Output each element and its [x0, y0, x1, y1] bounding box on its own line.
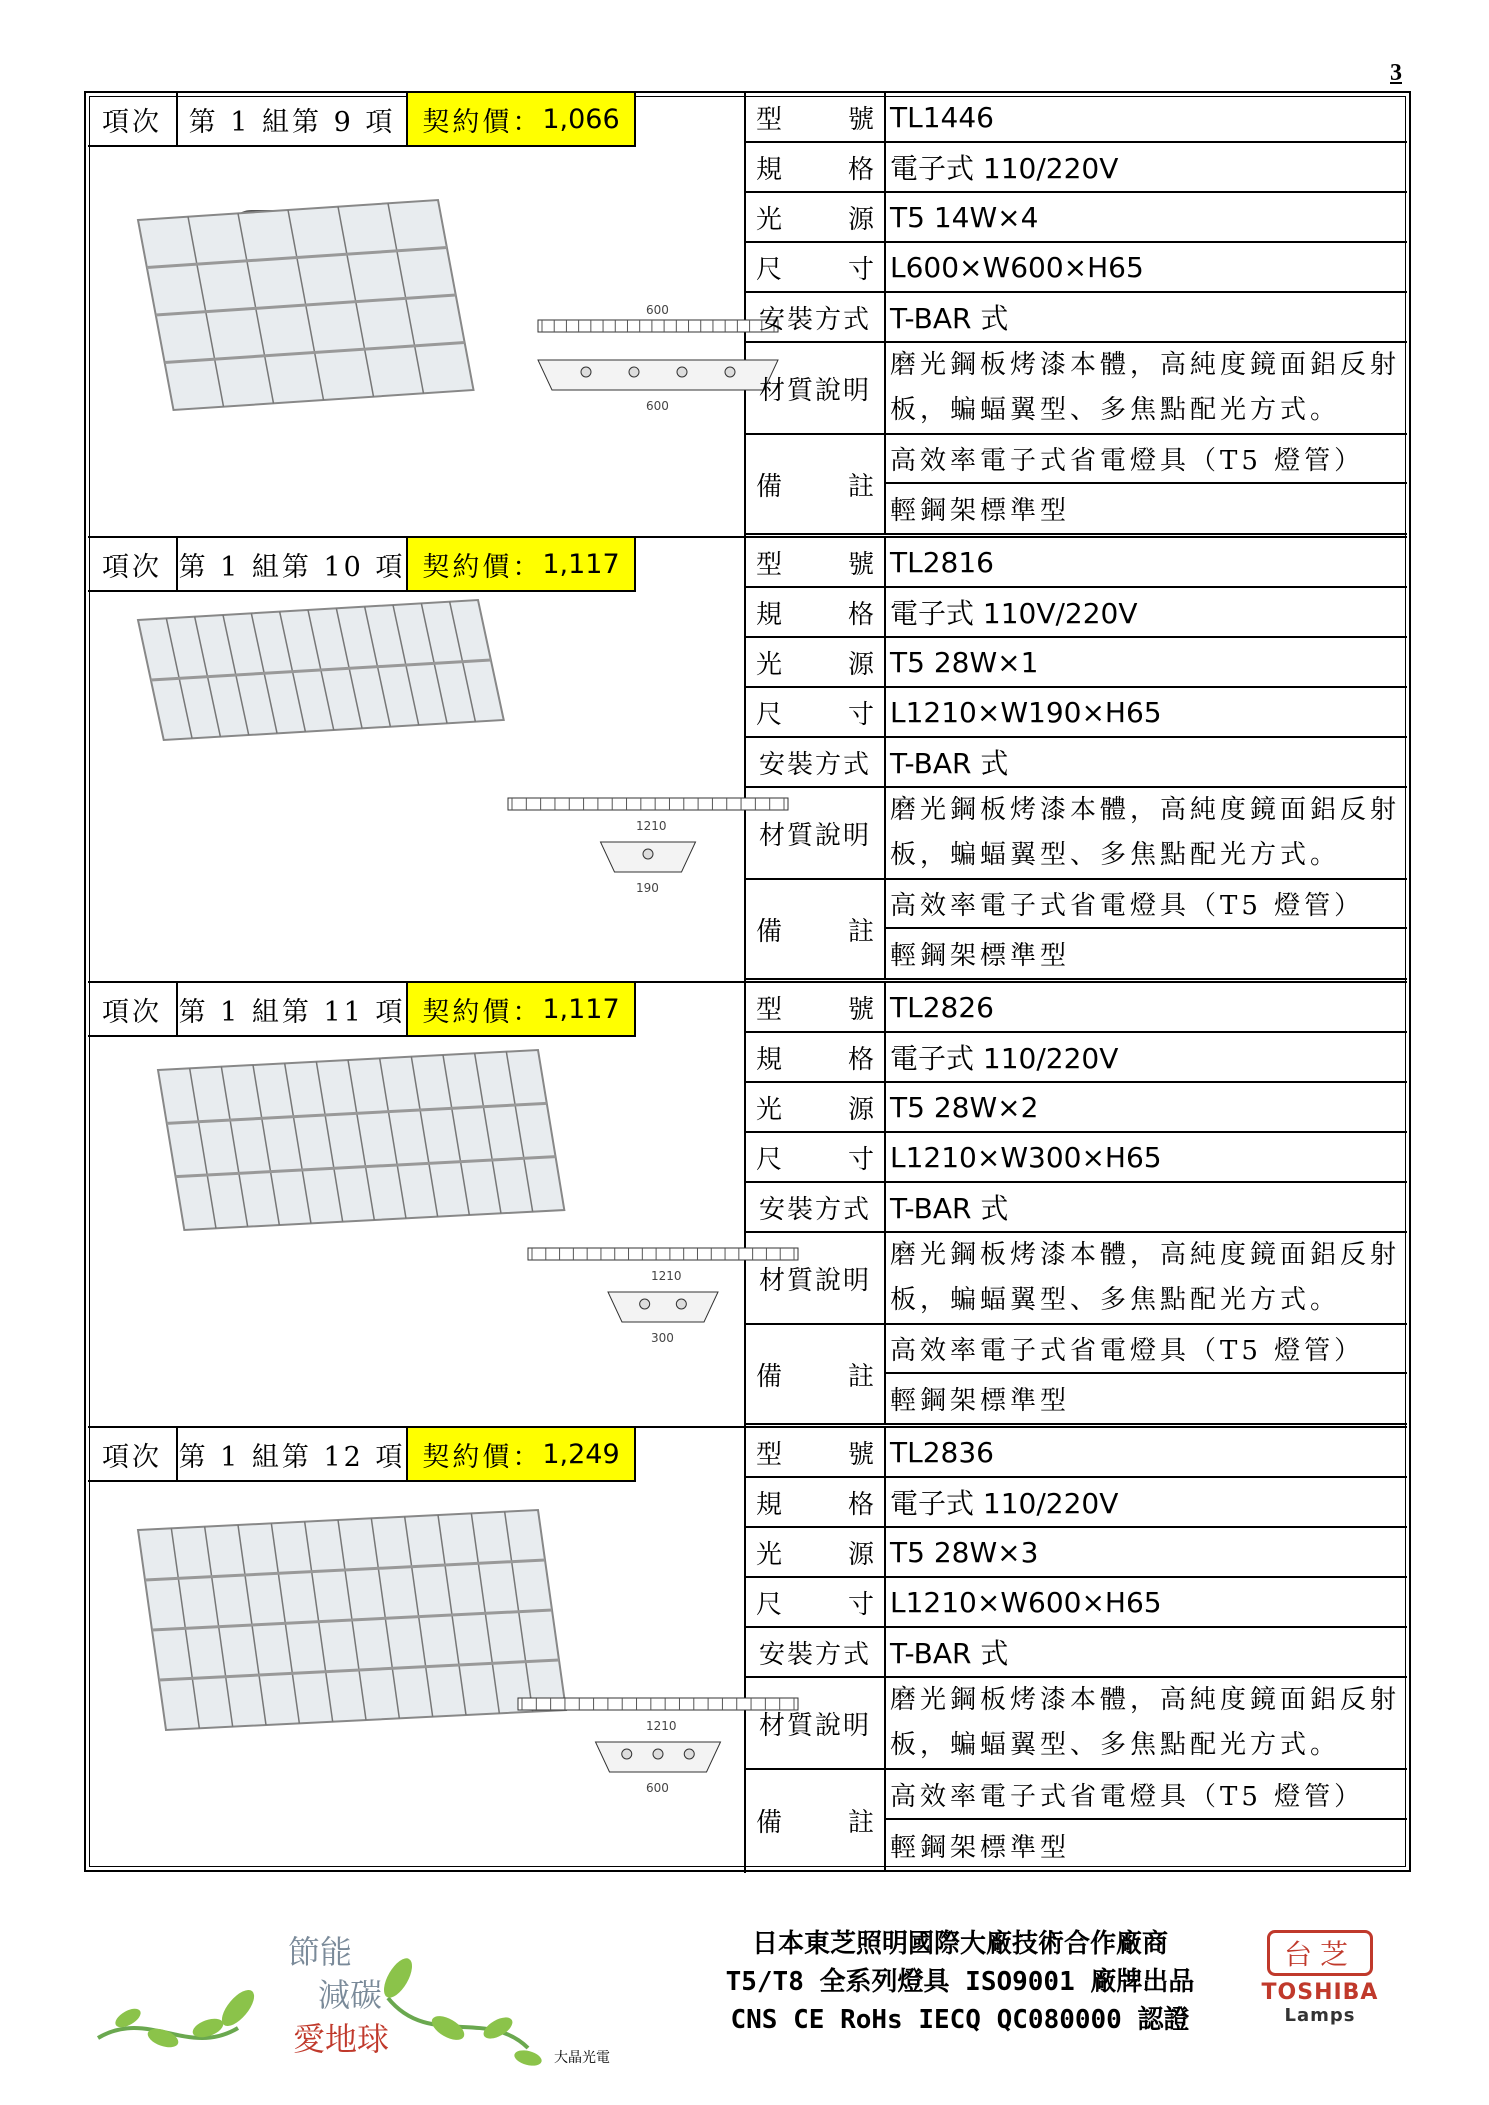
fixture-photo [128, 190, 488, 420]
logo-cn: 台芝 [1267, 1930, 1373, 1976]
spec-row-light: 光 源 T5 14W×4 [746, 193, 1407, 243]
contract-price [408, 538, 636, 592]
contract-price [408, 93, 636, 147]
spec-row-light: 光 源 T5 28W×2 [746, 1083, 1407, 1133]
item-block [88, 538, 1407, 983]
price-label: 契約價： [422, 106, 543, 138]
item-block [88, 1428, 1407, 1873]
item-header [88, 93, 636, 147]
price-value: 1,066 [542, 103, 620, 135]
spec-row-spec: 規 格 電子式 110/220V [746, 1033, 1407, 1083]
size-value: L1210×W300×H65 [890, 1140, 1162, 1174]
slogan-line-2: 減碳 [318, 1976, 383, 2014]
light-value: T5 28W×3 [890, 1535, 1039, 1569]
fixture-photo [148, 1040, 588, 1240]
dimension-length: 1210 [636, 819, 667, 833]
mount-value: T-BAR 式 [890, 302, 1009, 335]
spec-row-note: 備 註 高效率電子式省電燈具（T5 燈管） 輕鋼架標準型 [746, 435, 1407, 535]
cert-line-3: CNS CE RoHs IECQ QC080000 認證 [730, 2005, 1190, 2035]
spec-value: 電子式 110/220V [890, 1487, 1119, 1520]
item-block [88, 93, 1407, 538]
size-value: L1210×W190×H65 [890, 695, 1162, 729]
spec-row-mount: 安裝方式 T-BAR 式 [746, 1628, 1407, 1678]
spec-row-model: 型 號 TL2826 [746, 983, 1407, 1033]
light-value: T5 28W×2 [890, 1090, 1039, 1124]
spec-row-note: 備 註 高效率電子式省電燈具（T5 燈管） 輕鋼架標準型 [746, 880, 1407, 980]
contract-price [408, 1428, 636, 1482]
price-label: 契約價： [422, 996, 543, 1028]
slogan-line-3: 愛地球 [293, 2020, 390, 2058]
spec-row-material: 材質說明 磨光鋼板烤漆本體，高純度鏡面鋁反射板，蝙蝠翼型、多焦點配光方式。 [746, 1233, 1407, 1325]
spec-row-light: 光 源 T5 28W×3 [746, 1528, 1407, 1578]
model-value: TL2816 [890, 545, 994, 579]
material-value: 磨光鋼板烤漆本體，高純度鏡面鋁反射板，蝙蝠翼型、多焦點配光方式。 [890, 795, 1401, 870]
spec-row-size: 尺 寸 L1210×W190×H65 [746, 688, 1407, 738]
item-label: 項次 [88, 1428, 178, 1482]
item-number: 第 1 組第 9 項 [178, 93, 408, 147]
price-label: 契約價： [422, 1441, 543, 1473]
item-header [88, 538, 636, 592]
note-line-1: 高效率電子式省電燈具（T5 燈管） [886, 435, 1407, 484]
spec-row-model: 型 號 TL2836 [746, 1428, 1407, 1478]
price-value: 1,249 [542, 1438, 620, 1470]
note-line-2: 輕鋼架標準型 [890, 1832, 1071, 1863]
dimension-length: 1210 [646, 1719, 677, 1733]
price-label: 契約價： [422, 551, 543, 583]
item-number: 第 1 組第 12 項 [178, 1428, 408, 1482]
note-line-1: 高效率電子式省電燈具（T5 燈管） [886, 1770, 1407, 1820]
spec-row-material: 材質說明 磨光鋼板烤漆本體，高純度鏡面鋁反射板，蝙蝠翼型、多焦點配光方式。 [746, 343, 1407, 435]
mount-value: T-BAR 式 [890, 747, 1009, 780]
spec-value: 電子式 110/220V [890, 152, 1119, 185]
dimension-width: 600 [646, 399, 669, 413]
spec-table [746, 93, 1407, 535]
spec-table [746, 1428, 1407, 1870]
spec-row-model: 型 號 TL1446 [746, 93, 1407, 143]
logo-en: TOSHIBA [1261, 1980, 1379, 2005]
note-line-2: 輕鋼架標準型 [890, 941, 1071, 971]
model-value: TL2826 [890, 990, 994, 1024]
item-label: 項次 [88, 538, 178, 592]
material-value: 磨光鋼板烤漆本體，高純度鏡面鋁反射板，蝙蝠翼型、多焦點配光方式。 [890, 350, 1401, 425]
spec-row-note: 備 註 高效率電子式省電燈具（T5 燈管） 輕鋼架標準型 [746, 1770, 1407, 1870]
cert-line-2: T5/T8 全系列燈具 ISO9001 廠牌出品 [725, 1967, 1195, 1997]
spec-row-light: 光 源 T5 28W×1 [746, 638, 1407, 688]
light-value: T5 28W×1 [890, 645, 1039, 679]
model-value: TL1446 [890, 100, 994, 134]
price-value: 1,117 [542, 548, 620, 580]
cert-line-1: 日本東芝照明國際大廠技術合作廠商 [751, 1929, 1168, 1959]
page-number: 3 [1390, 60, 1402, 86]
item-number: 第 1 組第 10 項 [178, 538, 408, 592]
spec-row-spec: 規 格 電子式 110V/220V [746, 588, 1407, 638]
item-label: 項次 [88, 983, 178, 1037]
spec-value: 電子式 110V/220V [890, 597, 1138, 630]
material-value: 磨光鋼板烤漆本體，高純度鏡面鋁反射板，蝙蝠翼型、多焦點配光方式。 [890, 1240, 1401, 1315]
item-block [88, 983, 1407, 1428]
spec-row-material: 材質說明 磨光鋼板烤漆本體，高純度鏡面鋁反射板，蝙蝠翼型、多焦點配光方式。 [746, 1678, 1407, 1770]
dimension-width: 600 [646, 1781, 669, 1795]
spec-table [746, 983, 1407, 1425]
spec-row-size: 尺 寸 L1210×W600×H65 [746, 1578, 1407, 1628]
item-number: 第 1 組第 11 項 [178, 983, 408, 1037]
logo-sub: Lamps [1284, 2005, 1356, 2026]
material-value: 磨光鋼板烤漆本體，高純度鏡面鋁反射板，蝙蝠翼型、多焦點配光方式。 [890, 1685, 1401, 1760]
spec-row-mount: 安裝方式 T-BAR 式 [746, 293, 1407, 343]
spec-row-mount: 安裝方式 T-BAR 式 [746, 738, 1407, 788]
spec-value: 電子式 110/220V [890, 1042, 1119, 1075]
price-value: 1,117 [542, 993, 620, 1025]
slogan-line-1: 節能 [288, 1933, 353, 1971]
note-line-1: 高效率電子式省電燈具（T5 燈管） [886, 1325, 1407, 1374]
spec-row-size: 尺 寸 L1210×W300×H65 [746, 1133, 1407, 1183]
model-value: TL2836 [890, 1435, 994, 1469]
certification-text [690, 1925, 1230, 2039]
item-label: 項次 [88, 93, 178, 147]
toshiba-logo [1255, 1930, 1385, 2026]
size-value: L600×W600×H65 [890, 250, 1144, 284]
mount-value: T-BAR 式 [890, 1637, 1009, 1670]
spec-row-size: 尺 寸 L600×W600×H65 [746, 243, 1407, 293]
fixture-photo [128, 590, 528, 750]
note-line-2: 輕鋼架標準型 [890, 496, 1071, 526]
item-header [88, 1428, 636, 1482]
spec-row-material: 材質說明 磨光鋼板烤漆本體，高純度鏡面鋁反射板，蝙蝠翼型、多焦點配光方式。 [746, 788, 1407, 880]
spec-row-spec: 規 格 電子式 110/220V [746, 143, 1407, 193]
dimension-length: 600 [646, 303, 669, 317]
mount-value: T-BAR 式 [890, 1192, 1009, 1225]
spec-row-mount: 安裝方式 T-BAR 式 [746, 1183, 1407, 1233]
note-line-2: 輕鋼架標準型 [890, 1386, 1071, 1416]
contract-price [408, 983, 636, 1037]
spec-row-note: 備 註 高效率電子式省電燈具（T5 燈管） 輕鋼架標準型 [746, 1325, 1407, 1425]
spec-row-spec: 規 格 電子式 110/220V [746, 1478, 1407, 1528]
note-line-1: 高效率電子式省電燈具（T5 燈管） [886, 880, 1407, 929]
dimension-length: 1210 [651, 1269, 682, 1283]
spec-table [746, 538, 1407, 980]
light-value: T5 14W×4 [890, 200, 1039, 234]
spec-row-model: 型 號 TL2816 [746, 538, 1407, 588]
eco-slogan-logo [88, 1918, 628, 2068]
dimension-width: 190 [636, 881, 659, 895]
dimension-width: 300 [651, 1331, 674, 1345]
size-value: L1210×W600×H65 [890, 1585, 1162, 1619]
brand-small: 大晶光電 [554, 2050, 610, 2066]
item-header [88, 983, 636, 1037]
